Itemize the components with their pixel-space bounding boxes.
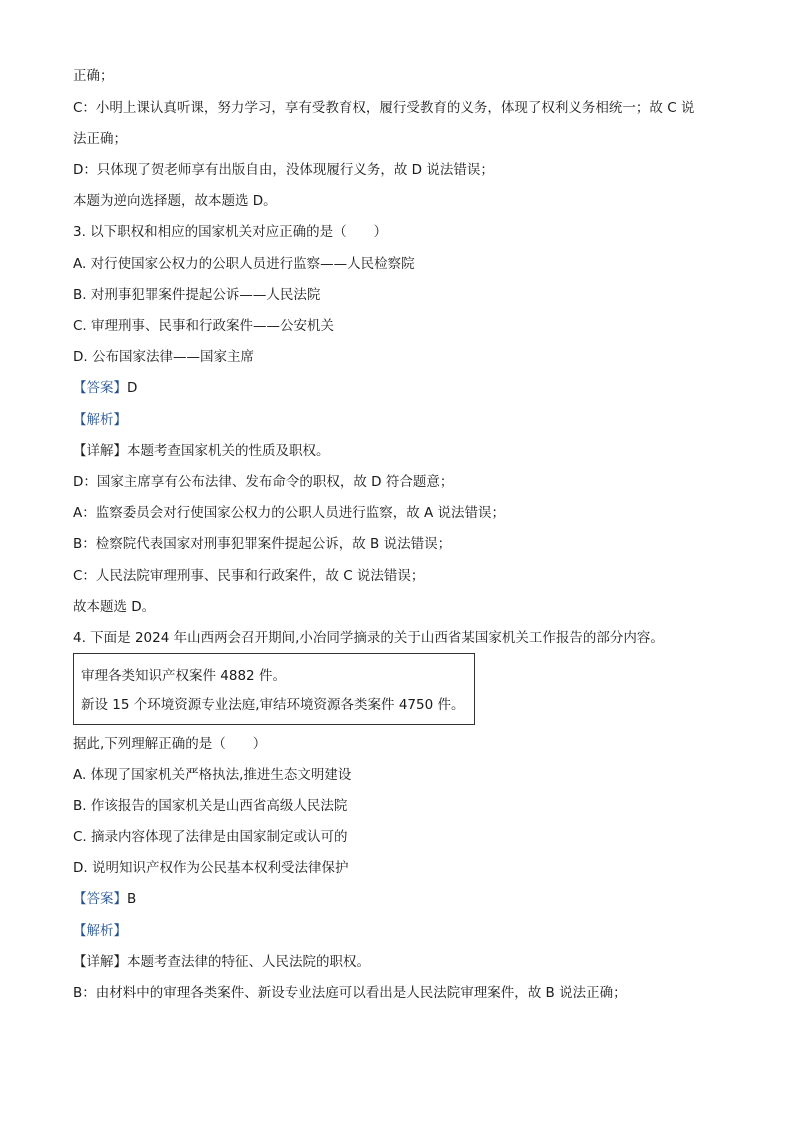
q4-analysis-heading: [73, 921, 127, 941]
analysis-tag: 【解析】: [73, 923, 127, 939]
answer-tag: 【答案】: [73, 380, 127, 396]
text-line: 法正确；: [73, 131, 127, 147]
answer-value: D: [127, 380, 138, 396]
detail-text: 本题考查国家机关的性质及职权。: [127, 443, 330, 459]
q4-option-a: A. 体现了国家机关严格执法,推进生态文明建设: [73, 767, 352, 783]
q4-explanation-line: B：由材料中的审理各类案件、新设专业法庭可以看出是人民法院审理案件，故 B 说法正确；: [73, 985, 627, 1001]
q3-analysis-heading: [73, 410, 127, 430]
q3-explanation-line: A：监察委员会对行使国家公权力的公职人员进行监察，故 A 说法错误；: [73, 505, 506, 521]
q3-option-c: C. 审理刑事、民事和行政案件——公安机关: [73, 318, 335, 334]
q4-option-b: B. 作该报告的国家机关是山西省高级人民法院: [73, 798, 348, 814]
q4-detail: [73, 952, 370, 972]
detail-text: 本题考查法律的特征、人民法院的职权。: [127, 954, 370, 970]
detail-tag: 【详解】: [73, 443, 127, 459]
text-line: D：只体现了贺老师享有出版自由，没体现履行义务，故 D 说法错误；: [73, 162, 494, 178]
answer-tag: 【答案】: [73, 891, 127, 907]
q3-answer: [73, 378, 137, 398]
text-line: 正确；: [73, 68, 114, 84]
text-line: 本题为逆向选择题，故本题选 D。: [73, 193, 277, 209]
q4-option-c: C. 摘录内容体现了法律是由国家制定或认可的: [73, 829, 348, 845]
q3-option-d: D. 公布国家法律——国家主席: [73, 349, 254, 365]
analysis-tag: 【解析】: [73, 412, 127, 428]
q4-answer: [73, 889, 136, 909]
q3-explanation-line: C：人民法院审理刑事、民事和行政案件，故 C 说法错误；: [73, 568, 425, 584]
material-line: 新设 15 个环境资源专业法庭,审结环境资源各类案件 4750 件。: [81, 697, 465, 713]
text-line: C：小明上课认真听课，努力学习，享有受教育权，履行受教育的义务，体现了权利义务相统一；故 C 说: [73, 100, 695, 116]
material-box: [73, 653, 475, 725]
material-line: 审理各类知识产权案件 4882 件。: [81, 668, 286, 684]
q3-explanation-line: D：国家主席享有公布法律、发布命令的职权，故 D 符合题意；: [73, 474, 454, 490]
q3-conclusion: 故本题选 D。: [73, 599, 156, 615]
question-4-stem: 4. 下面是 2024 年山西两会召开期间,小冶同学摘录的关于山西省某国家机关工作报告的部分内容。: [73, 630, 664, 646]
q4-option-d: D. 说明知识产权作为公民基本权利受法律保护: [73, 860, 349, 876]
q3-option-b: B. 对刑事犯罪案件提起公诉——人民法院: [73, 287, 321, 303]
q3-detail: [73, 441, 330, 461]
question-3-stem: 3. 以下职权和相应的国家机关对应正确的是（ ）: [73, 224, 388, 240]
question-4-prompt: 据此,下列理解正确的是（ ）: [73, 736, 267, 752]
q3-explanation-line: B：检察院代表国家对刑事犯罪案件提起公诉，故 B 说法错误；: [73, 536, 452, 552]
detail-tag: 【详解】: [73, 954, 127, 970]
answer-value: B: [127, 891, 137, 907]
q3-option-a: A. 对行使国家公权力的公职人员进行监察——人民检察院: [73, 256, 415, 272]
